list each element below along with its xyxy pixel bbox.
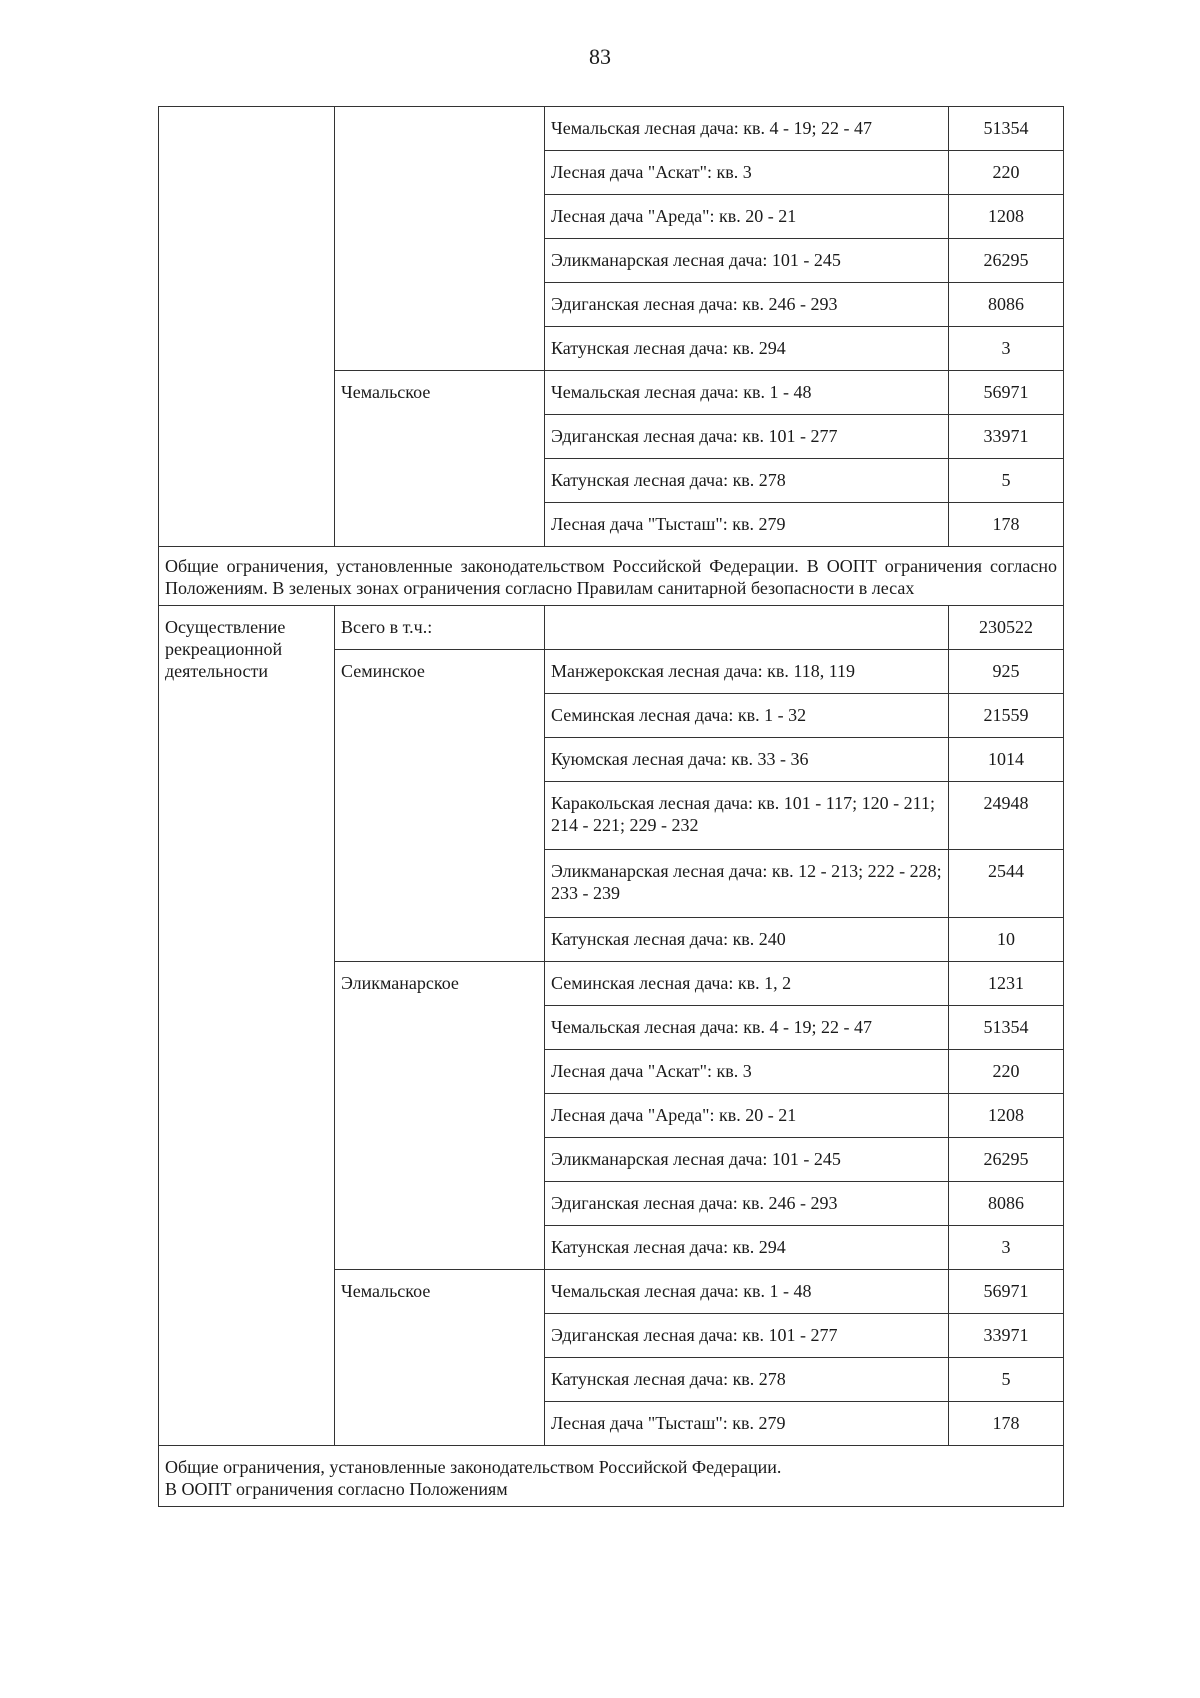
forest-cell: Чемальская лесная дача: кв. 4 - 19; 22 - 47 [545,1006,949,1050]
forest-cell: Катунская лесная дача: кв. 278 [545,459,949,503]
district-cell: Эликманарское [335,962,545,1270]
table-row [159,606,1064,650]
restrictions-note [159,1446,1064,1507]
forest-cell: Эдиганская лесная дача: кв. 246 - 293 [545,1182,949,1226]
district-cell: Чемальское [335,371,545,547]
forest-cell: Катунская лесная дача: кв. 294 [545,1226,949,1270]
total-area-cell: 230522 [949,606,1064,650]
district-cell: Чемальское [335,1270,545,1446]
forest-cell: Эдиганская лесная дача: кв. 101 - 277 [545,415,949,459]
restrictions-note-row [159,1446,1064,1507]
area-cell: 56971 [949,1270,1064,1314]
forest-cell: Куюмская лесная дача: кв. 33 - 36 [545,738,949,782]
forest-cell: Лесная дача "Ареда": кв. 20 - 21 [545,195,949,239]
area-cell: 1208 [949,1094,1064,1138]
table-row [159,107,1064,151]
area-cell: 10 [949,918,1064,962]
area-cell: 925 [949,650,1064,694]
restrictions-note-line: Общие ограничения, установленные законодательством Российской Федерации. [165,1457,782,1477]
restrictions-note-line: В ООПТ ограничения согласно Положениям [165,1479,508,1499]
area-cell: 56971 [949,371,1064,415]
forest-cell: Семинская лесная дача: кв. 1 - 32 [545,694,949,738]
forest-cell: Лесная дача "Тысташ": кв. 279 [545,503,949,547]
forest-cell: Лесная дача "Тысташ": кв. 279 [545,1402,949,1446]
area-cell: 8086 [949,283,1064,327]
area-cell: 178 [949,503,1064,547]
area-cell: 5 [949,459,1064,503]
forest-cell: Чемальская лесная дача: кв. 4 - 19; 22 - 47 [545,107,949,151]
forest-cell: Семинская лесная дача: кв. 1, 2 [545,962,949,1006]
area-cell: 1014 [949,738,1064,782]
area-cell: 1208 [949,195,1064,239]
area-cell: 3 [949,1226,1064,1270]
activity-cell: Осуществление рекреационной деятельности [159,606,335,1446]
area-cell: 51354 [949,1006,1064,1050]
district-cell: Семинское [335,650,545,962]
forest-cell: Чемальская лесная дача: кв. 1 - 48 [545,1270,949,1314]
area-cell: 220 [949,151,1064,195]
area-cell: 1231 [949,962,1064,1006]
area-cell: 5 [949,1358,1064,1402]
forest-cell: Катунская лесная дача: кв. 240 [545,918,949,962]
forest-cell: Каракольская лесная дача: кв. 101 - 117; 120 - 211; 214 - 221; 229 - 232 [545,782,949,850]
forest-cell: Катунская лесная дача: кв. 278 [545,1358,949,1402]
forest-cell: Чемальская лесная дача: кв. 1 - 48 [545,371,949,415]
area-cell: 26295 [949,239,1064,283]
forest-cell: Катунская лесная дача: кв. 294 [545,327,949,371]
forest-cell: Эликманарская лесная дача: кв. 12 - 213; 222 - 228; 233 - 239 [545,850,949,918]
page-number: 83 [589,44,611,69]
forest-cell-empty [545,606,949,650]
area-cell: 21559 [949,694,1064,738]
area-cell: 33971 [949,415,1064,459]
area-cell: 24948 [949,782,1064,850]
forest-cell: Лесная дача "Аскат": кв. 3 [545,151,949,195]
area-cell: 51354 [949,107,1064,151]
district-cell-empty [335,107,545,371]
forest-cell: Эдиганская лесная дача: кв. 101 - 277 [545,1314,949,1358]
forest-cell: Лесная дача "Ареда": кв. 20 - 21 [545,1094,949,1138]
area-cell: 33971 [949,1314,1064,1358]
area-cell: 2544 [949,850,1064,918]
forest-cell: Манжерокская лесная дача: кв. 118, 119 [545,650,949,694]
area-cell: 26295 [949,1138,1064,1182]
restrictions-note: Общие ограничения, установленные законодательством Российской Федерации. В ООПТ ограничения согласно Положениям. В зеленых зонах ограничения согласно Правилам санитарной безопасности в лесах [159,547,1064,606]
restrictions-note-row [159,547,1064,606]
total-label-cell: Всего в т.ч.: [335,606,545,650]
forest-cell: Эликманарская лесная дача: 101 - 245 [545,1138,949,1182]
area-cell: 220 [949,1050,1064,1094]
activity-cell-empty [159,107,335,547]
forest-use-table [158,106,1064,1507]
forest-cell: Эдиганская лесная дача: кв. 246 - 293 [545,283,949,327]
area-cell: 178 [949,1402,1064,1446]
forest-cell: Эликманарская лесная дача: 101 - 245 [545,239,949,283]
forest-cell: Лесная дача "Аскат": кв. 3 [545,1050,949,1094]
area-cell: 8086 [949,1182,1064,1226]
area-cell: 3 [949,327,1064,371]
